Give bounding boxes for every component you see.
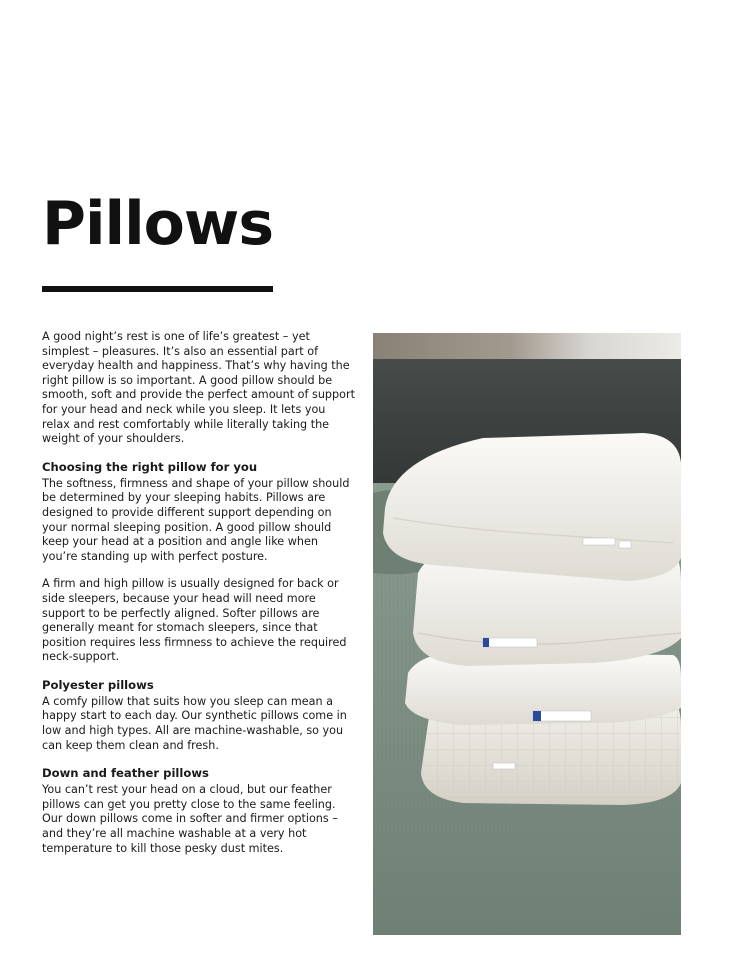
- title-underline: [42, 286, 273, 292]
- section-heading: Down and feather pillows: [42, 766, 209, 781]
- pillow-label: [583, 538, 615, 545]
- intro-paragraph: A good night’s rest is one of life’s greatest – yet simplest – pleasures. It’s also an essential part of everyday health and happiness. That’s why having the right pillow is so important. A good pillow should be smooth, soft and provide the perfect amount of support for your head and neck while you sleep. It lets you relax and rest comfortably while literally taking the weight of your shoulders.: [42, 330, 355, 446]
- section-paragraph: The softness, firmness and shape of your pillow should be determined by your sleeping habits. Pillows are designed to provide different support depending on your normal sleeping position. A good pillow should keep your head at a position and angle like when you’re standing up with perfect posture.: [42, 476, 350, 563]
- pillow-stack-illustration: [373, 333, 681, 935]
- pillow-stack-photo: [373, 333, 681, 935]
- section-heading: Choosing the right pillow for you: [42, 459, 258, 474]
- pillow-label: [483, 638, 537, 647]
- section-heading: Polyester pillows: [42, 677, 154, 692]
- section-paragraph: A comfy pillow that suits how you sleep can mean a happy start to each day. Our synthetic pillows come in low and high types. All are machine-washable, so you can keep them clean and fresh.: [42, 694, 347, 752]
- section-down-feather-pillows: [42, 766, 356, 856]
- page-title: Pillows: [42, 189, 274, 259]
- section-paragraph: You can’t rest your head on a cloud, but our feather pillows can get you pretty close to the same feeling. Our down pillows come in softer and firmer options – and they’re all machine washable at a very hot temperature to kill those pesky dust mites.: [42, 783, 338, 855]
- pillow-label: [533, 711, 591, 721]
- section-paragraph: A firm and high pillow is usually designed for back or side sleepers, because your head will need more support to be perfectly aligned. Softer pillows are generally meant for stomach sleepers, since that position requires less firmness to achieve the required neck-support.: [42, 577, 347, 664]
- section-polyester-pillows: [42, 678, 356, 753]
- wall-background: [373, 333, 681, 363]
- section-choosing-pillow: [42, 460, 356, 665]
- article-body: [42, 330, 356, 869]
